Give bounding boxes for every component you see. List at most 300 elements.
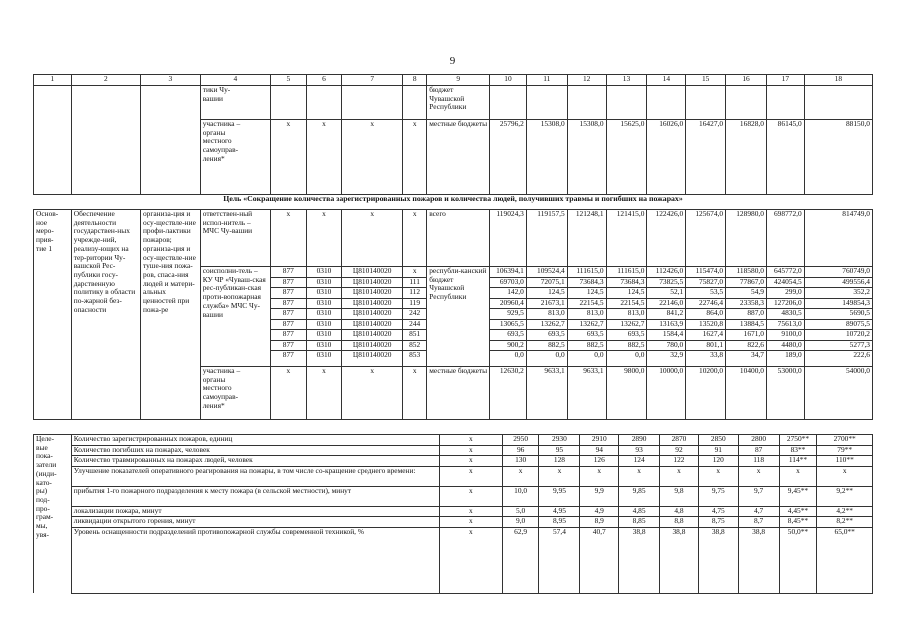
table-cell: 222,6 [804, 351, 872, 367]
table-cell: 119157,5 [526, 210, 567, 267]
table-cell: 877 [270, 277, 306, 288]
table-cell: 9,2** [817, 486, 873, 506]
table-cell: 75827,0 [686, 277, 726, 288]
table-cell: 877 [270, 288, 306, 299]
table-cell: 5277,3 [804, 340, 872, 351]
table-cell: 32,9 [647, 351, 686, 367]
table-cell: 877 [270, 340, 306, 351]
table-cell: 2930 [539, 435, 580, 446]
table-cell: всего [427, 210, 490, 267]
table-cell: 54,9 [726, 288, 767, 299]
empty-cell [647, 86, 686, 120]
table-cell: прибытия 1-го пожарного подразделения к месту пожара (в сельской местности), минут [71, 486, 439, 506]
table-cell: 853 [403, 351, 427, 367]
activity-description: организа-ция и осу-ществле-ние профи-лактики пожаров; организа-ция и осу-ществле-ние туше-ния пожа-ров, спаса-ния людей и матери-альных ценностей при пожа-ре [140, 210, 200, 420]
table-cell: 4 [200, 75, 270, 86]
table-cell: 126 [580, 456, 619, 467]
table-cell: 10200,0 [686, 367, 726, 420]
table-cell: 801,1 [686, 340, 726, 351]
empty-cell [766, 86, 804, 120]
table-row [34, 527, 873, 593]
table-cell: 120 [698, 456, 738, 467]
table-cell: 693,5 [567, 330, 606, 341]
table-cell: Количество погибших на пожарах, человек [71, 445, 439, 456]
table-cell: 38,8 [698, 527, 738, 593]
table-cell: 33,8 [686, 351, 726, 367]
table-cell: 9800,0 [606, 367, 647, 420]
table-cell: 887,0 [726, 309, 767, 320]
table-cell: 693,5 [526, 330, 567, 341]
table-cell: 54000,0 [804, 367, 872, 420]
table-cell: 4,8 [660, 506, 699, 517]
table-cell: 4830,5 [766, 309, 804, 320]
table-cell: 8,85 [619, 517, 660, 528]
table-cell: 130 [502, 456, 539, 467]
table-cell: 1671,0 [726, 330, 767, 341]
table-cell: 780,0 [647, 340, 686, 351]
table-cell: 299,0 [766, 288, 804, 299]
table-cell: x [403, 367, 427, 420]
table-cell: 13262,7 [567, 319, 606, 330]
table-cell: 0310 [306, 340, 342, 351]
table-cell: Уровень оснащенности подразделений противопожарной службы современной техникой, % [71, 527, 439, 593]
empty-cell [526, 86, 567, 120]
table-cell: x [306, 367, 342, 420]
participant-cell: участника – органы местного самоуправ- ления* [200, 367, 270, 420]
table-cell: 62,9 [502, 527, 539, 593]
table-cell: Ц810140020 [342, 277, 403, 288]
table-cell: 73825,5 [647, 277, 686, 288]
table-cell: 96 [502, 445, 539, 456]
table-cell: x [439, 456, 502, 467]
target-indicators-table [33, 434, 873, 594]
table-cell: 16 [726, 75, 767, 86]
table-cell: 841,2 [647, 309, 686, 320]
budget-cell: бюджет Чувашской Республики [427, 86, 490, 120]
table-cell: 88150,0 [804, 120, 872, 195]
table-cell: 882,5 [567, 340, 606, 351]
table-cell: 111615,0 [567, 267, 606, 278]
table-cell: 95 [539, 445, 580, 456]
table-cell: 9,0 [502, 517, 539, 528]
empty-cell [606, 86, 647, 120]
table-cell: 698772,0 [766, 210, 804, 267]
table-cell: Ц810140020 [342, 288, 403, 299]
table-cell: 4,2** [817, 506, 873, 517]
table-cell: Ц810140020 [342, 351, 403, 367]
table-cell: 92 [660, 445, 699, 456]
table-cell: 8,75 [698, 517, 738, 528]
target-indicators-label: Целе- вые пока- затели (инди- като- ры) под- про- грам- мы, увя- [34, 435, 72, 594]
table-cell: 86145,0 [766, 120, 804, 195]
table-cell: 50,0** [779, 527, 817, 593]
table-cell: 189,0 [766, 351, 804, 367]
table-cell: x [306, 210, 342, 267]
table-cell: 2890 [619, 435, 660, 446]
table-cell: 13262,7 [526, 319, 567, 330]
table-cell: 9,75 [698, 486, 738, 506]
table-cell: 109524,4 [526, 267, 567, 278]
table-cell: 882,5 [606, 340, 647, 351]
table-cell: x [439, 466, 502, 486]
table-cell: 877 [270, 309, 306, 320]
table-cell: 18 [804, 75, 872, 86]
table-cell: 119 [403, 298, 427, 309]
table-cell: 813,0 [526, 309, 567, 320]
table-cell: 0,0 [606, 351, 647, 367]
table-cell: x [270, 367, 306, 420]
table-cell: x [439, 517, 502, 528]
table-cell: x [270, 210, 306, 267]
table-cell: 852 [403, 340, 427, 351]
table-cell: 4,45** [779, 506, 817, 517]
table-cell: 0,0 [490, 351, 527, 367]
table-cell: 121415,0 [606, 210, 647, 267]
table-cell: 38,8 [619, 527, 660, 593]
table-cell: Ц810140020 [342, 267, 403, 278]
table-cell: 864,0 [686, 309, 726, 320]
table-cell: 119024,3 [490, 210, 527, 267]
table-cell: 0310 [306, 298, 342, 309]
empty-cell [342, 86, 403, 120]
table-cell: 8,2** [817, 517, 873, 528]
table-cell: 0310 [306, 319, 342, 330]
table-cell: 6 [306, 75, 342, 86]
table-cell: 7 [342, 75, 403, 86]
table-cell: Ц810140020 [342, 330, 403, 341]
table-cell: 23358,3 [726, 298, 767, 309]
table-cell: 94 [580, 445, 619, 456]
table-cell: 1584,4 [647, 330, 686, 341]
table-cell: 124,5 [606, 288, 647, 299]
co-executor: соисполни-тель – КУ ЧР «Чуваш-ская рес-публикан-ская проти-вопожарная служба» МЧС Чу-вашии [200, 267, 270, 367]
table-cell: x [342, 210, 403, 267]
table-cell: 52,1 [647, 288, 686, 299]
responsible-executor: ответствен-ный испол-нитель – МЧС Чу-вашии [200, 210, 270, 267]
table-cell: 75613,0 [766, 319, 804, 330]
table-cell: 38,8 [738, 527, 779, 593]
table-cell: 20960,4 [490, 298, 527, 309]
table-cell: 127206,0 [766, 298, 804, 309]
budget-cell: республи-канский бюджет Чувашской Республики [427, 267, 490, 367]
table-cell: 13520,8 [686, 319, 726, 330]
table-cell: 53,5 [686, 288, 726, 299]
table-cell: 12 [567, 75, 606, 86]
activity-number: Основ- ное меро- прия- тие 1 [34, 210, 72, 420]
table-cell: 2910 [580, 435, 619, 446]
table-cell: 242 [403, 309, 427, 320]
table-cell: 0310 [306, 309, 342, 320]
budget-cell: местные бюджеты [427, 367, 490, 420]
table-cell: x [439, 486, 502, 506]
table-cell: 73684,3 [606, 277, 647, 288]
table-cell: 4,85 [619, 506, 660, 517]
table-cell: 760749,0 [804, 267, 872, 278]
budget-cell: местные бюджеты [427, 120, 490, 195]
main-activity-table [33, 209, 873, 420]
table-cell: 8 [403, 75, 427, 86]
table-cell: 0310 [306, 330, 342, 341]
table-cell: 124 [619, 456, 660, 467]
table-cell: 83** [779, 445, 817, 456]
empty-cell [726, 86, 767, 120]
table-cell: 12630,2 [490, 367, 527, 420]
table-cell: x [660, 466, 699, 486]
table-cell: 4,7 [738, 506, 779, 517]
table-cell: x [580, 466, 619, 486]
table-cell: 10400,0 [726, 367, 767, 420]
table-cell: 8,9 [580, 517, 619, 528]
table-cell: 9,45** [779, 486, 817, 506]
table-cell: 244 [403, 319, 427, 330]
table-cell: 65,0** [817, 527, 873, 593]
table-cell: 5 [270, 75, 306, 86]
activity-name: Обеспечение деятельности государствен-ных учрежде-ний, реализу-ющих на тер-ритории Чу-вашской Рес-публики госу-дарственную политику в области по-жарной без-опасности [71, 210, 140, 420]
table-cell: 13262,7 [606, 319, 647, 330]
participant-cell: участника – органы местного самоуправ- ления* [200, 120, 270, 195]
table-cell: 1627,4 [686, 330, 726, 341]
table-cell: 77867,0 [726, 277, 767, 288]
table-cell: 882,5 [526, 340, 567, 351]
table-cell: 2800 [738, 435, 779, 446]
table-cell: 15625,0 [606, 120, 647, 195]
table-cell: 53000,0 [766, 367, 804, 420]
table-cell: x [502, 466, 539, 486]
table-cell: x [698, 466, 738, 486]
table-cell: 110** [817, 456, 873, 467]
table-cell: 69703,0 [490, 277, 527, 288]
table-cell: 22746,4 [686, 298, 726, 309]
table-cell: x [403, 267, 427, 278]
table-cell: 124,5 [567, 288, 606, 299]
table-cell: x [403, 210, 427, 267]
table-cell: 8,8 [660, 517, 699, 528]
table-row [34, 486, 873, 506]
table-cell: 121248,1 [567, 210, 606, 267]
table-cell: 10 [490, 75, 527, 86]
table-cell: 118580,0 [726, 267, 767, 278]
table-cell: 645772,0 [766, 267, 804, 278]
table-row [34, 435, 873, 446]
table-cell: x [439, 506, 502, 517]
table-cell: 9633,1 [526, 367, 567, 420]
table-cell: 22154,5 [606, 298, 647, 309]
table-cell: 0310 [306, 267, 342, 278]
table-cell: 929,5 [490, 309, 527, 320]
table-row [34, 445, 873, 456]
table-cell: 877 [270, 298, 306, 309]
table-cell: 4,9 [580, 506, 619, 517]
responsible-cell: тики Чу- вашии [200, 86, 270, 120]
table-cell: x [738, 466, 779, 486]
table-row [34, 517, 873, 528]
table-cell: 16828,0 [726, 120, 767, 195]
table-cell: 10720,2 [804, 330, 872, 341]
table-cell: 149854,3 [804, 298, 872, 309]
table-cell: 352,2 [804, 288, 872, 299]
table-cell: x [439, 445, 502, 456]
table-cell: 93 [619, 445, 660, 456]
table-cell: ликвидации открытого горения, минут [71, 517, 439, 528]
table-cell: 9100,0 [766, 330, 804, 341]
table-cell: 9633,1 [567, 367, 606, 420]
table-cell: 72075,1 [526, 277, 567, 288]
table-cell: Ц810140020 [342, 298, 403, 309]
table-cell: 16427,0 [686, 120, 726, 195]
table-cell: 3 [140, 75, 200, 86]
table-cell: 9,8 [660, 486, 699, 506]
table-cell: 13163,9 [647, 319, 686, 330]
table-cell: 13 [606, 75, 647, 86]
table-cell: 2750** [779, 435, 817, 446]
table-row [34, 210, 873, 267]
table-cell: 2950 [502, 435, 539, 446]
table-cell: 11 [526, 75, 567, 86]
empty-cell [140, 86, 200, 195]
table-cell: 0310 [306, 351, 342, 367]
table-cell: 877 [270, 267, 306, 278]
table-cell: 91 [698, 445, 738, 456]
table-cell: 118 [738, 456, 779, 467]
empty-cell [490, 86, 527, 120]
table-cell: 106394,1 [490, 267, 527, 278]
column-number-row [34, 75, 873, 86]
table-cell: x [439, 527, 502, 593]
table-cell: 15308,0 [526, 120, 567, 195]
page-number: 9 [449, 55, 456, 67]
table-cell: 21673,1 [526, 298, 567, 309]
table-cell: 2 [71, 75, 140, 86]
table-cell: 4,95 [539, 506, 580, 517]
table-cell: 10,0 [502, 486, 539, 506]
table-cell: 22146,0 [647, 298, 686, 309]
table-cell: 34,7 [726, 351, 767, 367]
table-cell: 16026,0 [647, 120, 686, 195]
table-cell: 13884,5 [726, 319, 767, 330]
table-cell: 900,2 [490, 340, 527, 351]
goal-heading: Цель «Сокращение количества зарегистрированных пожаров и количества людей, получивших травмы и погибших на пожарах» [223, 194, 683, 203]
table-cell: 4480,0 [766, 340, 804, 351]
table-cell: 5690,5 [804, 309, 872, 320]
table-cell: 822,6 [726, 340, 767, 351]
table-cell: 5,0 [502, 506, 539, 517]
table-cell: 38,8 [660, 527, 699, 593]
table-cell: 124,5 [526, 288, 567, 299]
table-cell: 1 [34, 75, 72, 86]
table-cell: 57,4 [539, 527, 580, 593]
table-cell: 424054,5 [766, 277, 804, 288]
table-cell: x [342, 120, 403, 195]
table-cell: 814749,0 [804, 210, 872, 267]
table-cell: 2850 [698, 435, 738, 446]
table-cell: 73684,3 [567, 277, 606, 288]
table-row [34, 506, 873, 517]
table-cell: Улучшение показателей оперативного реагирования на пожары, в том числе со-кращение среднего времени: [71, 466, 439, 486]
table-cell: 813,0 [606, 309, 647, 320]
table-cell: x [403, 120, 427, 195]
table-cell: 9,85 [619, 486, 660, 506]
table-row [34, 456, 873, 467]
table-cell: x [342, 367, 403, 420]
empty-cell [71, 86, 140, 195]
empty-cell [686, 86, 726, 120]
table-cell: Ц810140020 [342, 340, 403, 351]
table-cell: 0310 [306, 288, 342, 299]
table-cell: 89075,5 [804, 319, 872, 330]
table-cell: 128980,0 [726, 210, 767, 267]
table-cell: 79** [817, 445, 873, 456]
table-cell: 122 [660, 456, 699, 467]
table-cell: 0,0 [526, 351, 567, 367]
empty-cell [403, 86, 427, 120]
table-cell: 9,95 [539, 486, 580, 506]
table-cell: 9,9 [580, 486, 619, 506]
table-cell: 693,5 [606, 330, 647, 341]
table-cell: 87 [738, 445, 779, 456]
table-cell: Ц810140020 [342, 309, 403, 320]
table-cell: Количество травмированных на пожарах людей, человек [71, 456, 439, 467]
table-cell: 9 [427, 75, 490, 86]
table-cell: 25796,2 [490, 120, 527, 195]
table-cell: 0310 [306, 277, 342, 288]
table-cell: локализации пожара, минут [71, 506, 439, 517]
table-cell: Количество зарегистрированных пожаров, единиц [71, 435, 439, 446]
table-cell: 112 [403, 288, 427, 299]
table-cell: 15 [686, 75, 726, 86]
table-cell: x [539, 466, 580, 486]
table-cell: 17 [766, 75, 804, 86]
empty-cell [306, 86, 342, 120]
empty-cell [567, 86, 606, 120]
table-cell: x [619, 466, 660, 486]
table-row [34, 86, 873, 120]
table-cell: 851 [403, 330, 427, 341]
table-cell: 15308,0 [567, 120, 606, 195]
table-cell: 8,7 [738, 517, 779, 528]
empty-cell [34, 86, 72, 195]
table-cell: 112426,0 [647, 267, 686, 278]
table-cell: 2870 [660, 435, 699, 446]
table-cell: 122426,0 [647, 210, 686, 267]
table-cell: x [439, 435, 502, 446]
table-cell: 877 [270, 319, 306, 330]
table-cell: 125674,0 [686, 210, 726, 267]
table-cell: 9,7 [738, 486, 779, 506]
empty-cell [804, 86, 872, 120]
table-cell: x [779, 466, 817, 486]
table-cell: 128 [539, 456, 580, 467]
table-cell: 142,0 [490, 288, 527, 299]
table-cell: 14 [647, 75, 686, 86]
table-cell: 2700** [817, 435, 873, 446]
table-cell: x [306, 120, 342, 195]
table-cell: x [817, 466, 873, 486]
table-cell: 13065,5 [490, 319, 527, 330]
table-cell: x [270, 120, 306, 195]
table-cell: 10000,0 [647, 367, 686, 420]
table-cell: 8,45** [779, 517, 817, 528]
table-cell: 877 [270, 330, 306, 341]
table-cell: 115474,0 [686, 267, 726, 278]
table-cell: 813,0 [567, 309, 606, 320]
table-cell: 111 [403, 277, 427, 288]
table-row [34, 466, 873, 486]
table-cell: 114** [779, 456, 817, 467]
table-cell: 111615,0 [606, 267, 647, 278]
table-cell: 0,0 [567, 351, 606, 367]
table-cell: 877 [270, 351, 306, 367]
table-header-and-top-rows [33, 74, 873, 195]
